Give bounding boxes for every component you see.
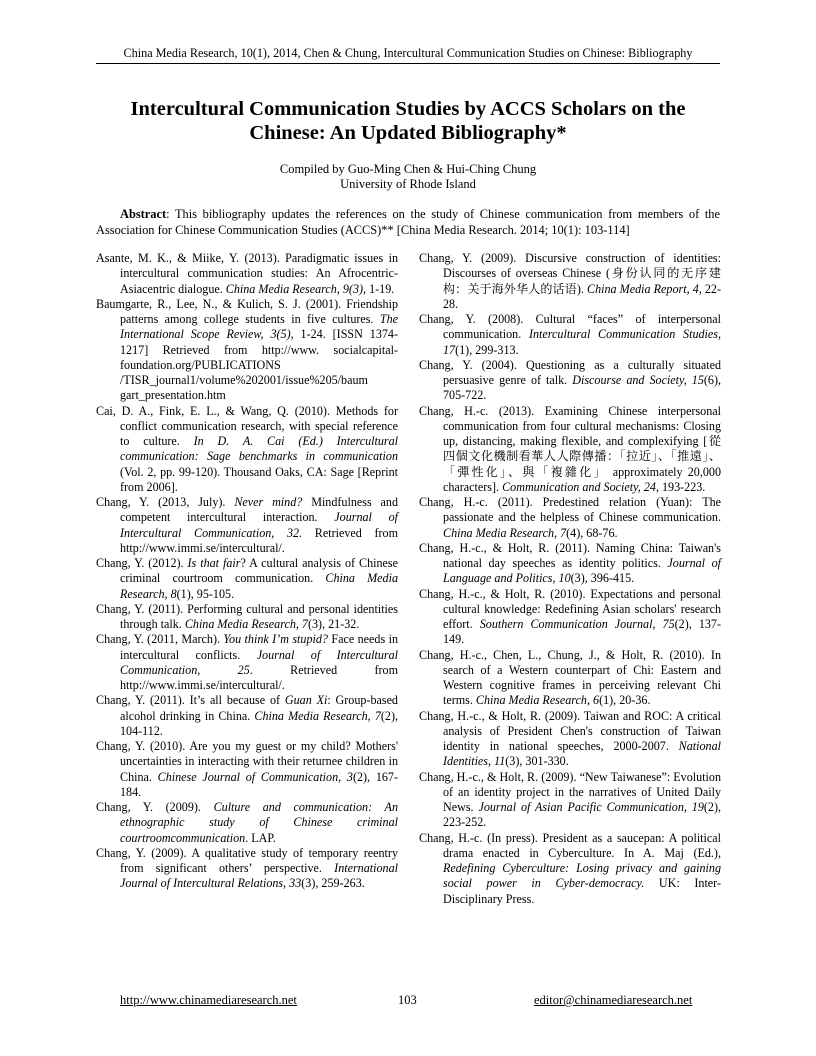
reference-source: Redefining Cyberculture: Losing privacy and gaining social power in Cyber-democracy. (443, 861, 721, 891)
reference-text: , 193-223. (655, 479, 706, 494)
reference-text: Asante, M. K., & Miike, Y. (2013). Paradigmatic issues in intercultural communication studies: An Afrocentric-Asiacentric dialogue. (96, 251, 398, 296)
reference-entry (96, 251, 398, 297)
footer-email-link[interactable]: editor@chinamediaresearch.net (534, 993, 693, 1007)
reference-entry (96, 800, 398, 846)
reference-source: Discourse and Society, 15 (572, 373, 704, 387)
reference-text: Chang, H.-c., & Holt, R. (2010). Expectations and personal cultural knowledge: Redefining Asian scholars' research effort. (419, 586, 721, 631)
reference-text: Cai, D. A., Fink, E. L., & Wang, Q. (2010). Methods for conflict communication research, with special reference to culture. (96, 403, 398, 448)
reference-source: Is that fair (187, 556, 241, 570)
reference-source: In D. A. Cai (Ed.) Intercultural communication: Sage benchmarks in communication (120, 434, 399, 464)
reference-source: Journal of Intercultural Communication, 32. (120, 510, 398, 540)
reference-entry (96, 297, 398, 404)
reference-text: Chang, Y. (2009). Discursive construction of identities: Discourses of overseas Chinese (身份认同的无序建构：关于海外华人的话语). (419, 251, 721, 296)
reference-text: Chang, H.-c., Chen, L., Chung, J., & Holt, R. (2010). In search of a Western counterpart of Chi: Eastern and Western cognitive frames in perceiving relevant Chi terms. (419, 647, 721, 708)
reference-source: Never mind? (234, 495, 303, 509)
reference-text: 22-28. (443, 281, 721, 311)
reference-text: Chang, Y. (2009). A qualitative study of temporary reentry from significant others’ perspective. (96, 845, 398, 875)
reference-text: (2), 137-149. (443, 617, 721, 647)
reference-text: Chang, Y. (2004). Questioning as a culturally situated persuasive genre of talk. (419, 357, 721, 387)
abstract-text: : This bibliography updates the references on the study of Chinese communication from members of the Association for Chinese Communication Studies (ACCS)** [China Media Research. 2014; 10(1): 103-114] (96, 207, 720, 237)
reference-entry (96, 846, 398, 892)
reference-text: Chang, H.-c. (2011). Predestined relation (Yuan): The passionate and the helpless of Chinese communication. (419, 495, 721, 525)
reference-source: Intercultural Communication Studies, 17 (443, 327, 722, 357)
reference-text: 1-19. (366, 281, 395, 296)
reference-entry (419, 251, 721, 312)
reference-text: Baumgarte, R., Lee, N., & Kulich, S. J. (2001). Friendship patterns among college students in five cultures. (96, 296, 398, 326)
reference-source: You think I’m stupid? (223, 632, 328, 647)
reference-text: Chang, H.-c., & Holt, R. (2009). “New Taiwanese”: Evolution of an identity project in the narratives of United Daily News. (419, 769, 721, 814)
reference-source: National Identities, 11 (443, 739, 721, 769)
reference-entry (96, 404, 398, 496)
page-number: 103 (398, 993, 417, 1007)
reference-text: . LAP. (245, 830, 276, 845)
reference-source: China Media Report, 4, (587, 281, 702, 296)
reference-source: China Media Research, 7 (443, 525, 567, 540)
reference-text: (3), 21-32. (307, 617, 360, 631)
reference-entry (96, 632, 398, 693)
reference-text: Chang, Y. (2011). It’s all because of (96, 693, 285, 708)
reference-text: (1), 299-313. (455, 342, 519, 357)
abstract (96, 207, 720, 238)
reference-text: Face needs in intercultural conflicts. (120, 632, 398, 662)
reference-text: Chang, Y. (2008). Cultural “faces” of interpersonal communication. (419, 312, 721, 342)
reference-text: (2), 223-252. (443, 800, 721, 830)
reference-text: Chang, Y. (2011). Performing cultural and personal identities through talk. (96, 601, 398, 631)
reference-text: Chang, H.-c. (In press). President as a saucepan: A political drama enacted in Cyberculture. In A. Maj (Ed.), (419, 830, 721, 860)
reference-text: (3), 259-263. (301, 876, 365, 891)
reference-text: (3), 396-415. (570, 571, 635, 586)
compiled-by: Compiled by Guo-Ming Chen & Hui-Ching Chung (279, 162, 537, 176)
reference-entry (419, 404, 721, 496)
running-header: China Media Research, 10(1), 2014, Chen & Chung, Intercultural Communication Studies on Chinese: Bibliography (96, 46, 720, 64)
page-title: Intercultural Communication Studies by ACCS Scholars on the Chinese: An Updated Bibliography* (130, 98, 686, 144)
reference-entry (419, 770, 721, 831)
reference-source: Journal of Language and Politics, 10 (443, 556, 721, 586)
reference-text: Chang, Y. (2012). (96, 556, 188, 570)
reference-source: Culture and communication: An ethnographic study of Chinese criminal courtroomcommunication (120, 800, 398, 845)
left-column (96, 251, 398, 892)
reference-text: Chang, Y. (2010). Are you my guest or my child? Mothers' uncertainties in interacting with their returnee children in China. (96, 739, 398, 784)
reference-entry (419, 358, 721, 404)
reference-text: (1), 95-105. (176, 586, 235, 601)
reference-source: China Media Research, 6 (475, 693, 600, 708)
footer-url-link[interactable]: http://www.chinamediaresearch.net (120, 993, 297, 1007)
author-block (96, 162, 720, 192)
reference-source: China Media Research, 7 (254, 708, 381, 723)
reference-text: (2), 167-184. (120, 769, 398, 799)
reference-entry (419, 587, 721, 648)
reference-entry (419, 709, 721, 770)
reference-text: 1-24. [ISSN 1374-1217] Retrieved from http://www. socialcapital-foundation.org/PUBLICATIONS /TISR_journal1/volume%202001/issue%205/baum gart_presentation.htm (120, 327, 399, 403)
reference-text: Chang, Y. (2013, July). (96, 495, 235, 509)
reference-text: Mindfulness and competent intercultural interaction. (120, 495, 398, 525)
reference-text: Chang, H.-c., & Holt, R. (2011). Naming China: Taiwan's national day speeches as identity politics. (419, 540, 721, 570)
reference-source: China Media Research, 9(3), (225, 281, 367, 296)
reference-source: China Media Research, 8 (120, 571, 398, 601)
reference-text: Chang, H.-c., & Holt, R. (2009). Taiwan and ROC: A critical analysis of President Chen's construction of Taiwan identity in national speeches, 2000-2007. (419, 708, 721, 753)
reference-text: Chang, Y. (2009). (96, 800, 214, 814)
reference-text: (1), 20-36. (599, 693, 651, 708)
reference-source: Journal of Intercultural Communication, 25 (120, 647, 398, 677)
reference-source: Southern Communication Journal, 75 (479, 617, 675, 631)
reference-text: : Group-based alcohol drinking in China. (120, 693, 398, 723)
reference-source: Chinese Journal of Communication, 3 (157, 769, 353, 784)
reference-text: UK: Inter-Disciplinary Press. (443, 876, 721, 906)
reference-entry (419, 495, 721, 541)
reference-source: Journal of Asian Pacific Communication, 19 (478, 800, 704, 814)
reference-entry (96, 556, 398, 602)
reference-entry (419, 541, 721, 587)
reference-source: Communication and Society, 24 (502, 479, 656, 494)
reference-text: Chang, Y. (2011, March). (96, 632, 224, 647)
affiliation: University of Rhode Island (340, 177, 476, 191)
reference-text: ? A cultural analysis of Chinese criminal courtroom communication. (120, 556, 398, 586)
reference-entry (96, 693, 398, 739)
reference-source: The International Scope Review, 3(5), (120, 312, 398, 342)
reference-text: (4), 68-76. (566, 525, 618, 540)
reference-entry (419, 831, 721, 907)
reference-text: Retrieved from http://www.immi.se/intercultural/. (120, 525, 398, 555)
reference-text: . Retrieved from http://www.immi.se/intercultural/. (120, 662, 399, 692)
reference-text: (6), 705-722. (443, 373, 722, 403)
reference-entry (96, 495, 398, 556)
reference-source: International Journal of Intercultural Relations, 33 (120, 861, 398, 891)
reference-text: Chang, H.-c. (2013). Examining Chinese interpersonal communication from four cultural mechanisms: Closing up, distancing, making flexible, and complexifying [從四個文化機制看華人人際傳播：「拉近」、「推遠」、「彈性化」、與「複雜化」 approximately 20,000 characters]. (419, 403, 721, 494)
reference-source: China Media Research, 7 (184, 617, 308, 631)
right-column (419, 251, 721, 907)
abstract-label: Abstract (120, 207, 167, 221)
reference-text: (2), 104-112. (120, 708, 398, 738)
reference-text: (3), 301-330. (505, 754, 569, 769)
reference-entry (96, 602, 398, 633)
reference-entry (96, 739, 398, 800)
reference-entry (419, 312, 721, 358)
reference-source: Guan Xi (284, 693, 328, 708)
reference-text: (Vol. 2, pp. 99-120). Thousand Oaks, CA: Sage [Reprint from 2006]. (120, 464, 398, 494)
reference-entry (419, 648, 721, 709)
